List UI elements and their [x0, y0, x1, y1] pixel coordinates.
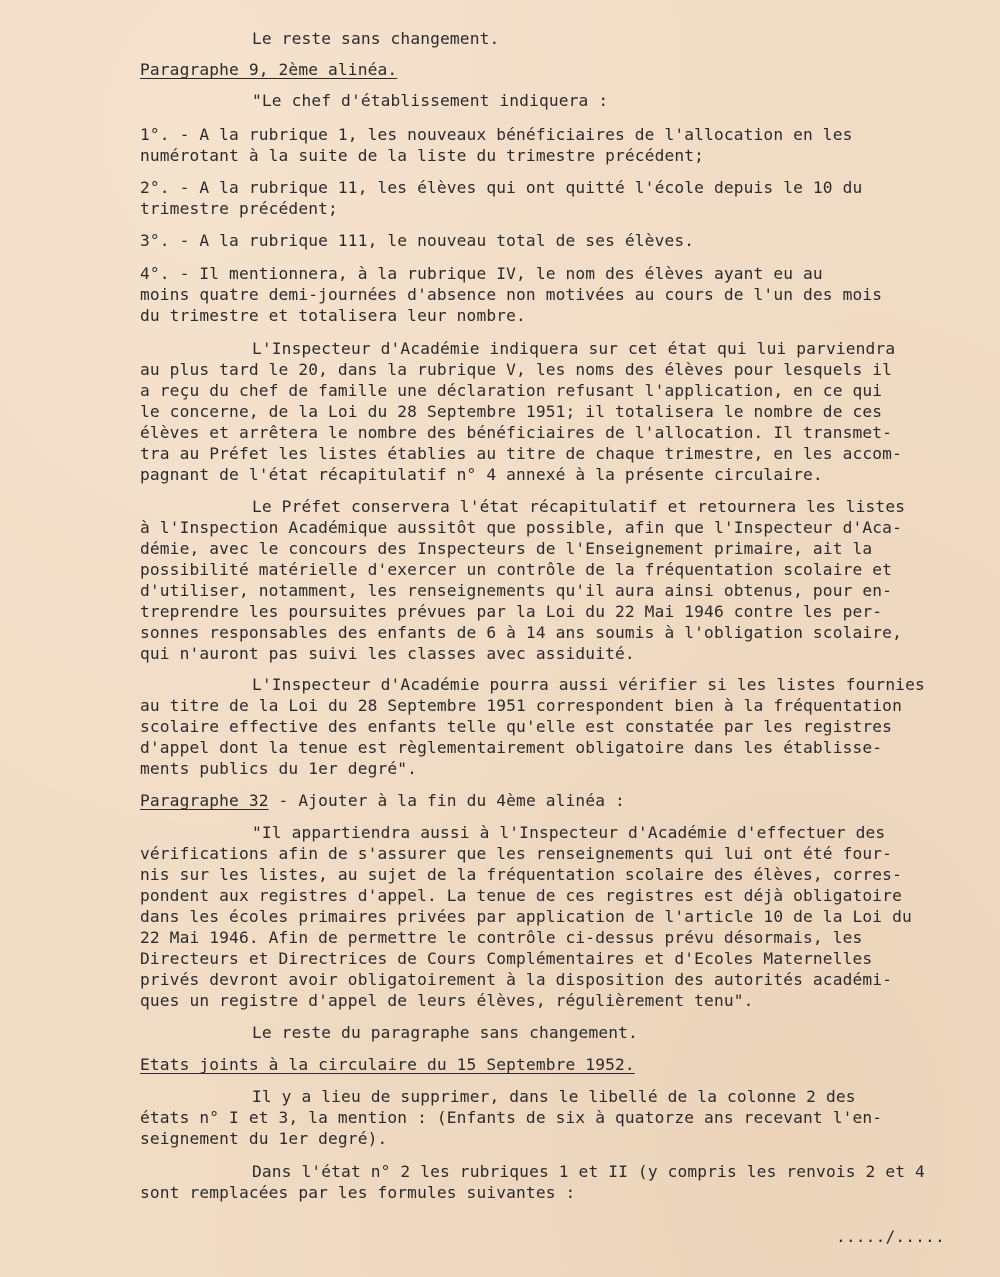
paragraph-1-line-4: le concerne, de la Loi du 28 Septembre 1951; il totalisera le nombre de ces	[140, 402, 883, 421]
paragraph-6-line-2: états n° I et 3, la mention : (Enfants de six à quatorze ans recevant l'en-	[140, 1108, 883, 1127]
paragraph-1-line-6: tra au Préfet les listes établies au titre de chaque trimestre, en les accom-	[140, 444, 902, 463]
paragraph-9-intro: "Le chef d'établissement indiquera :	[252, 91, 609, 110]
paragraph-4-line-1: "Il appartiendra aussi à l'Inspecteur d'Académie d'effectuer des	[252, 823, 886, 842]
paragraph-2-line-8: qui n'auront pas suivi les classes avec assiduité.	[140, 644, 635, 663]
paragraph-32-instruction: - Ajouter à la fin du 4ème alinéa :	[268, 791, 625, 810]
paragraph-7-line-2: sont remplacées par les formules suivantes :	[140, 1183, 576, 1202]
paragraph-9-heading: Paragraphe 9, 2ème alinéa.	[140, 60, 398, 79]
paragraph-4-line-7: Directeurs et Directrices de Cours Complémentaires et d'Ecoles Maternelles	[140, 949, 873, 968]
paragraph-2-line-2: à l'Inspection Académique aussitôt que possible, afin que l'Inspecteur d'Aca-	[140, 518, 902, 537]
paragraph-3-line-3: scolaire effective des enfants telle qu'elle est constatée par les registres	[140, 717, 893, 736]
item-4-line-2: moins quatre demi-journées d'absence non motivées au cours de l'un des mois	[140, 285, 883, 304]
paragraph-4-line-6: 22 Mai 1946. Afin de permettre le contrôle ci-dessus prévu désormais, les	[140, 928, 863, 947]
paragraph-1-line-5: élèves et arrêtera le nombre des bénéficiaires de l'allocation. Il transmet-	[140, 423, 893, 442]
paragraph-2-line-6: treprendre les poursuites prévues par la Loi du 22 Mai 1946 contre les per-	[140, 602, 883, 621]
paragraph-1-line-2: au plus tard le 20, dans la rubrique V, les noms des élèves pour lesquels il	[140, 360, 893, 379]
item-4-line-3: du trimestre et totalisera leur nombre.	[140, 306, 526, 325]
paragraph-4-line-9: ques un registre d'appel de leurs élèves, régulièrement tenu".	[140, 991, 754, 1010]
paragraph-2-line-1: Le Préfet conservera l'état récapitulatif et retournera les listes	[252, 497, 906, 516]
intro-line: Le reste sans changement.	[252, 29, 500, 48]
item-3-line-1: 3°. - A la rubrique 111, le nouveau total de ses élèves.	[140, 231, 695, 250]
paragraph-4-line-8: privés devront avoir obligatoirement à la disposition des autorités académi-	[140, 970, 893, 989]
paragraph-3-line-5: ments publics du 1er degré".	[140, 759, 418, 778]
paragraph-4-line-3: nis sur les listes, au sujet de la fréquentation scolaire des élèves, corres-	[140, 865, 902, 884]
paragraph-2-line-4: possibilité matérielle d'exercer un contrôle de la fréquentation scolaire et	[140, 560, 893, 579]
paragraph-7-line-1: Dans l'état n° 2 les rubriques 1 et II (y compris les renvois 2 et 4	[252, 1162, 925, 1181]
paragraph-1-line-7: pagnant de l'état récapitulatif n° 4 annexé à la présente circulaire.	[140, 465, 823, 484]
paragraph-5-line-1: Le reste du paragraphe sans changement.	[252, 1023, 638, 1042]
paragraph-32-heading: Paragraphe 32	[140, 791, 269, 810]
continuation-mark: ...../.....	[836, 1227, 945, 1246]
paragraph-3-line-1: L'Inspecteur d'Académie pourra aussi vérifier si les listes fournies	[252, 675, 925, 694]
item-2-line-2: trimestre précédent;	[140, 199, 338, 218]
paragraph-2-line-7: sonnes responsables des enfants de 6 à 14 ans soumis à l'obligation scolaire,	[140, 623, 902, 642]
paragraph-4-line-2: vérifications afin de s'assurer que les renseignements qui lui ont été four-	[140, 844, 893, 863]
paragraph-2-line-5: d'utiliser, notamment, les renseignements qu'il aura ainsi obtenus, pour en-	[140, 581, 893, 600]
item-1-line-1: 1°. - A la rubrique 1, les nouveaux bénéficiaires de l'allocation en les	[140, 125, 853, 144]
item-1-line-2: numérotant à la suite de la liste du trimestre précédent;	[140, 146, 705, 165]
etats-heading: Etats joints à la circulaire du 15 Septembre 1952.	[140, 1055, 635, 1074]
paragraph-4-line-4: pondent aux registres d'appel. La tenue de ces registres est déjà obligatoire	[140, 886, 902, 905]
item-4-line-1: 4°. - Il mentionnera, à la rubrique IV, le nom des élèves ayant eu au	[140, 264, 823, 283]
paragraph-6-line-3: seignement du 1er degré).	[140, 1129, 388, 1148]
paragraph-3-line-4: d'appel dont la tenue est règlementairement obligatoire dans les établisse-	[140, 738, 883, 757]
paragraph-4-line-5: dans les écoles primaires privées par application de l'article 10 de la Loi du	[140, 907, 912, 926]
paragraph-2-line-3: démie, avec le concours des Inspecteurs de l'Enseignement primaire, ait la	[140, 539, 873, 558]
paragraph-6-line-1: Il y a lieu de supprimer, dans le libellé de la colonne 2 des	[252, 1087, 856, 1106]
paragraph-3-line-2: au titre de la Loi du 28 Septembre 1951 correspondent bien à la fréquentation	[140, 696, 902, 715]
paragraph-1-line-1: L'Inspecteur d'Académie indiquera sur cet état qui lui parviendra	[252, 339, 896, 358]
item-2-line-1: 2°. - A la rubrique 11, les élèves qui ont quitté l'école depuis le 10 du	[140, 178, 863, 197]
paragraph-1-line-3: a reçu du chef de famille une déclaration refusant l'application, en ce qui	[140, 381, 883, 400]
paragraph-32-heading-line	[140, 790, 625, 811]
